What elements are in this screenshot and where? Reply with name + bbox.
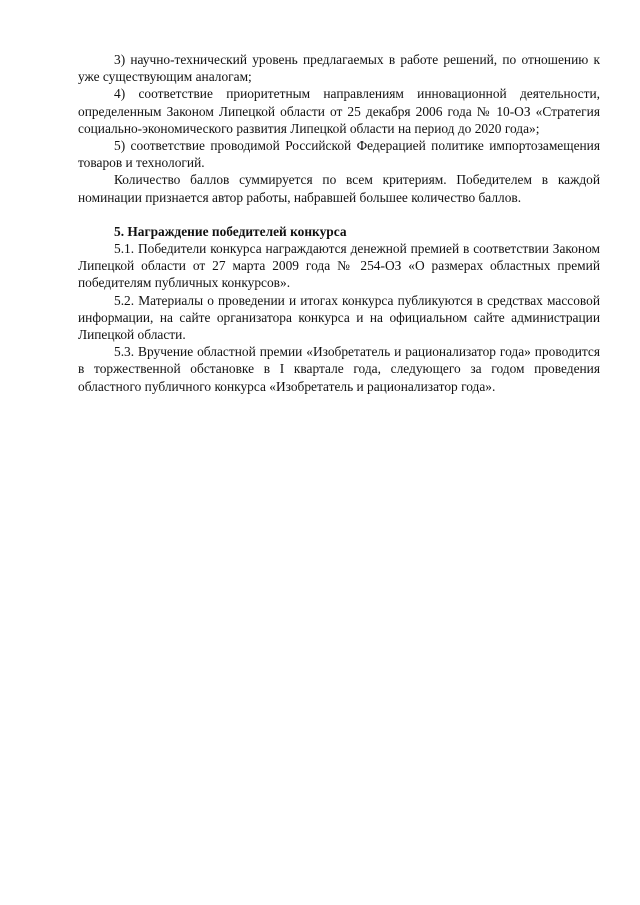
- document-body: [78, 51, 600, 395]
- criterion-5: 5) соответствие проводимой Российской Федерацией политике импортозамещения товаров и технологий.: [78, 138, 600, 171]
- paragraph-5-2: 5.2. Материалы о проведении и итогах конкурса публикуются в средствах массовой информации, на сайте организатора конкурса и на официальном сайте администрации Липецкой области.: [78, 292, 600, 343]
- paragraph-5-1: 5.1. Победители конкурса награждаются денежной премией в соответствии Законом Липецкой области от 27 марта 2009 года № 254-ОЗ «О размерах областных премий победителям публичных конкурсов».: [78, 241, 600, 291]
- paragraph-5-3: 5.3. Вручение областной премии «Изобретатель и рационализатор года» проводится в торжественной обстановке в I квартале года, следующего за годом проведения областного публичного конкурса «Изобретатель и рационализатор года».: [78, 344, 600, 394]
- section-spacer: [78, 206, 600, 223]
- criterion-3: 3) научно-технический уровень предлагаемых в работе решений, по отношению к уже существующим аналогам;: [78, 52, 600, 85]
- section-5-heading: 5. Награждение победителей конкурса: [114, 223, 347, 239]
- scoring-paragraph: Количество баллов суммируется по всем критериям. Победителем в каждой номинации признается автор работы, набравшей большее количество баллов.: [78, 172, 600, 205]
- criterion-4: 4) соответствие приоритетным направлениям инновационной деятельности, определенным Законом Липецкой области от 25 декабря 2006 года № 10-ОЗ «Стратегия социально-экономического развития Липецкой области на период до 2020 года»;: [78, 86, 600, 136]
